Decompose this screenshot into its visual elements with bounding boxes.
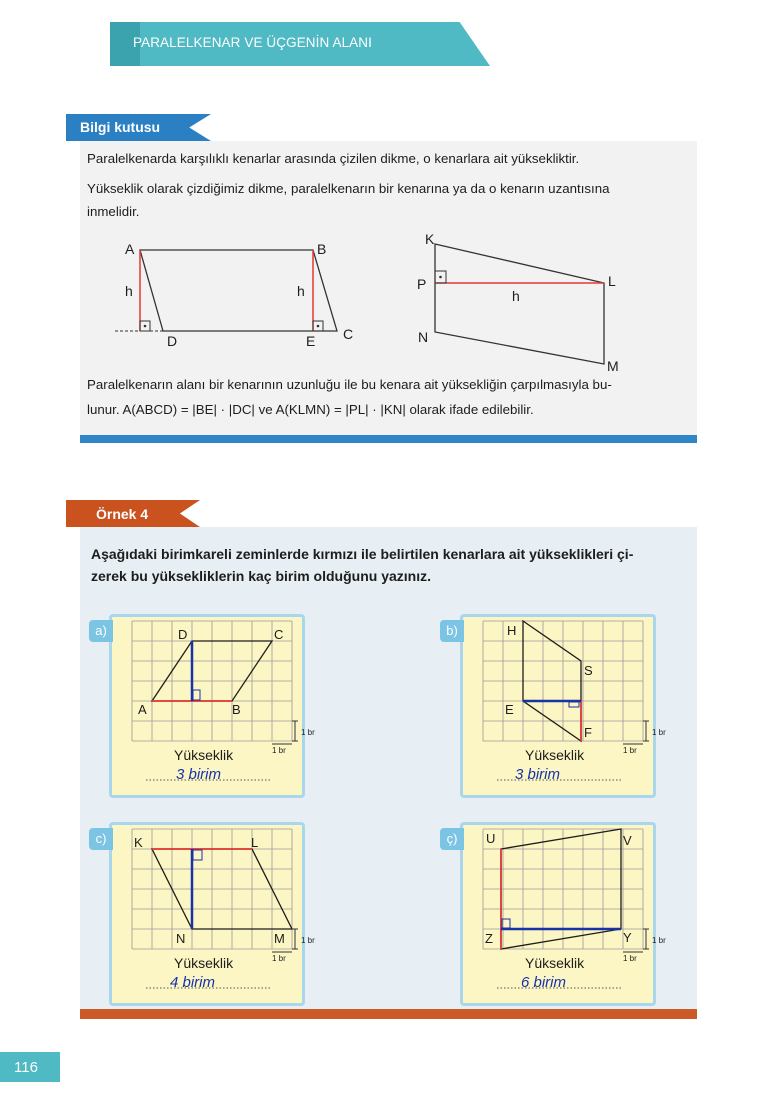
label-h: H bbox=[507, 623, 517, 638]
page-number: 116 bbox=[14, 1059, 38, 1076]
unit-vertical: 1 br bbox=[652, 936, 666, 945]
info-paragraph-2-line-2: inmelidir. bbox=[87, 204, 140, 219]
label-b: B bbox=[232, 702, 241, 717]
label-d: D bbox=[167, 333, 178, 349]
info-paragraph-3-line-2: lunur. A(ABCD) = |BE| · |DC| ve A(KLMN) = |PL| · |KN| olarak ifade edilebilir. bbox=[87, 402, 534, 417]
unit-horizontal: 1 br bbox=[623, 746, 637, 755]
label-l: L bbox=[608, 273, 616, 289]
unit-vertical: 1 br bbox=[652, 728, 666, 737]
label-d: D bbox=[178, 627, 188, 642]
label-c: C bbox=[343, 326, 354, 342]
unit-vertical: 1 br bbox=[301, 936, 315, 945]
grid-figure-c bbox=[112, 825, 315, 1003]
label-k: K bbox=[134, 835, 143, 850]
label-n: N bbox=[176, 931, 186, 946]
height-caption: Yükseklik bbox=[525, 955, 585, 971]
parallelogram-klmn-figure bbox=[412, 228, 637, 378]
info-paragraph-3-line-1: Paralelkenarın alanı bir kenarının uzunluğu ile bu kenara ait yüksekliğin çarpılmasıyla bu- bbox=[87, 377, 612, 392]
label-z: Z bbox=[485, 931, 493, 946]
label-e: E bbox=[306, 333, 316, 349]
label-k: K bbox=[425, 231, 435, 247]
example-question: Aşağıdaki birimkareli zeminlerde kırmızı ile belirtilen kenarlara ait yükseklikleri çi- zerek bu yüksekliklerin kaç birim olduğunu yazınız. bbox=[91, 546, 634, 584]
unit-horizontal: 1 br bbox=[272, 954, 286, 963]
label-n: N bbox=[418, 329, 429, 345]
unit-vertical: 1 br bbox=[301, 728, 315, 737]
unit-horizontal: 1 br bbox=[272, 746, 286, 755]
label-f: F bbox=[584, 725, 592, 740]
label-u: U bbox=[486, 831, 496, 846]
chapter-title: PARALELKENAR VE ÜÇGENİN ALANI bbox=[133, 35, 372, 50]
label-h-left: h bbox=[125, 283, 133, 299]
label-y: Y bbox=[623, 930, 632, 945]
info-box-title: Bilgi kutusu bbox=[80, 119, 161, 135]
card-tag-b: b) bbox=[440, 620, 464, 642]
example-title: Örnek 4 bbox=[96, 506, 149, 522]
grid-figure-d bbox=[463, 825, 666, 1003]
label-b: B bbox=[317, 241, 327, 257]
label-s: S bbox=[584, 663, 593, 678]
height-caption: Yükseklik bbox=[525, 747, 585, 763]
label-a: A bbox=[125, 241, 135, 257]
unit-horizontal: 1 br bbox=[623, 954, 637, 963]
label-h: h bbox=[512, 288, 520, 304]
label-m: M bbox=[274, 931, 285, 946]
label-a: A bbox=[138, 702, 147, 717]
grid-figure-b bbox=[463, 617, 666, 795]
label-l: L bbox=[251, 835, 259, 850]
label-c: C bbox=[274, 627, 284, 642]
label-m: M bbox=[607, 358, 619, 374]
answer-text: 6 birim bbox=[521, 974, 567, 991]
height-caption: Yükseklik bbox=[174, 747, 234, 763]
info-paragraph-2-line-1: Yükseklik olarak çizdiğimiz dikme, paralelkenarın bir kenarına ya da o kenarın uzantısına bbox=[87, 181, 610, 196]
label-e: E bbox=[505, 702, 514, 717]
info-paragraph-1: Paralelkenarda karşılıklı kenarlar arasında çizilen dikme, o kenarlara ait yüksekliktir. bbox=[87, 151, 580, 166]
answer-text: 3 birim bbox=[515, 766, 561, 783]
card-tag-c: c) bbox=[89, 828, 113, 850]
parallelogram-abcd-figure bbox=[105, 236, 365, 352]
example-bottom-bar bbox=[80, 1009, 697, 1019]
label-p: P bbox=[417, 276, 427, 292]
label-h-right: h bbox=[297, 283, 305, 299]
height-caption: Yükseklik bbox=[174, 955, 234, 971]
grid-figure-a bbox=[112, 617, 315, 795]
card-tag-d: ç) bbox=[440, 828, 464, 850]
label-v: V bbox=[623, 833, 632, 848]
answer-text: 4 birim bbox=[170, 974, 216, 991]
answer-text: 3 birim bbox=[176, 766, 222, 783]
card-tag-a: a) bbox=[89, 620, 113, 642]
